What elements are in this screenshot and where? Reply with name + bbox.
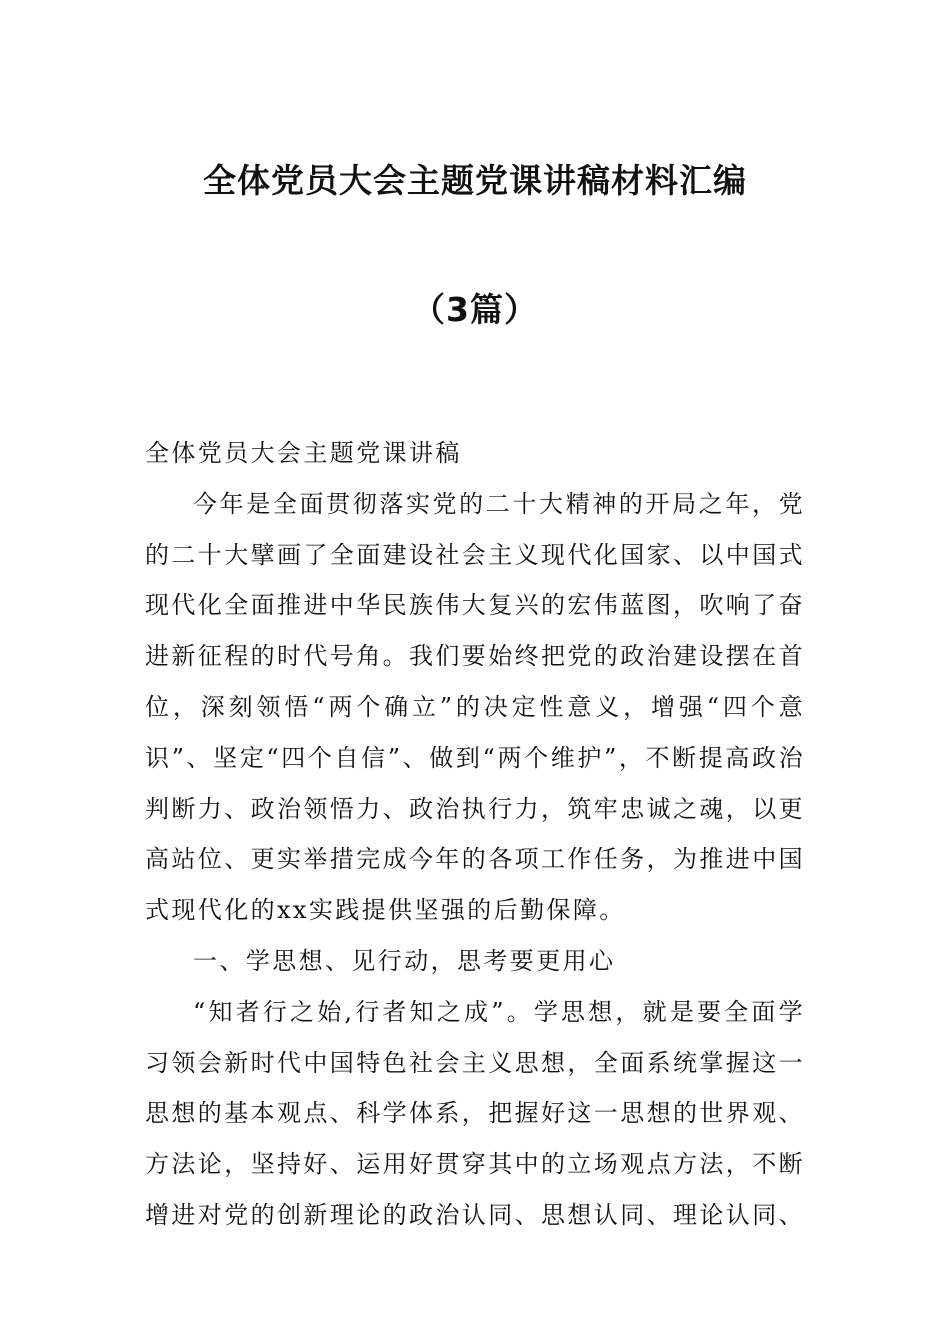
paragraph-intro: 今年是全面贯彻落实党的二十大精神的开局之年，党的二十大擘画了全面建设社会主义现代化国家、以中国式现代化全面推进中华民族伟大复兴的宏伟蓝图，吹响了奋进新征程的时代号角。我们要始终把党的政治建设摆在首位，深刻领悟“两个确立”的决定性意义，增强“四个意识”、坚定“四个自信”、做到“两个维护”，不断提高政治判断力、政治领悟力、政治执行力，筑牢忠诚之魂，以更高站位、更实举措完成今年的各项工作任务，为推进中国式现代化的xx实践提供坚强的后勤保障。 <box>145 489 805 925</box>
document-body <box>145 428 805 1241</box>
paragraph-learn-thought: “知者行之始,行者知之成”。学思想，就是要全面学习领会新时代中国特色社会主义思想，全面系统掌握这一思想的基本观点、科学体系，把握好这一思想的世界观、方法论，坚持好、运用好贯穿其中的立场观点方法，不断增进对党的创新理论的政治认同、思想认同、理论认同、 <box>145 997 805 1229</box>
section-heading-one: 一、学思想、见行动，思考要更用心 <box>193 946 616 975</box>
document-subtitle: （3篇） <box>412 290 538 329</box>
document-title: 全体党员大会主题党课讲稿材料汇编 <box>203 161 747 200</box>
section-title: 全体党员大会主题党课讲稿 <box>145 439 462 467</box>
